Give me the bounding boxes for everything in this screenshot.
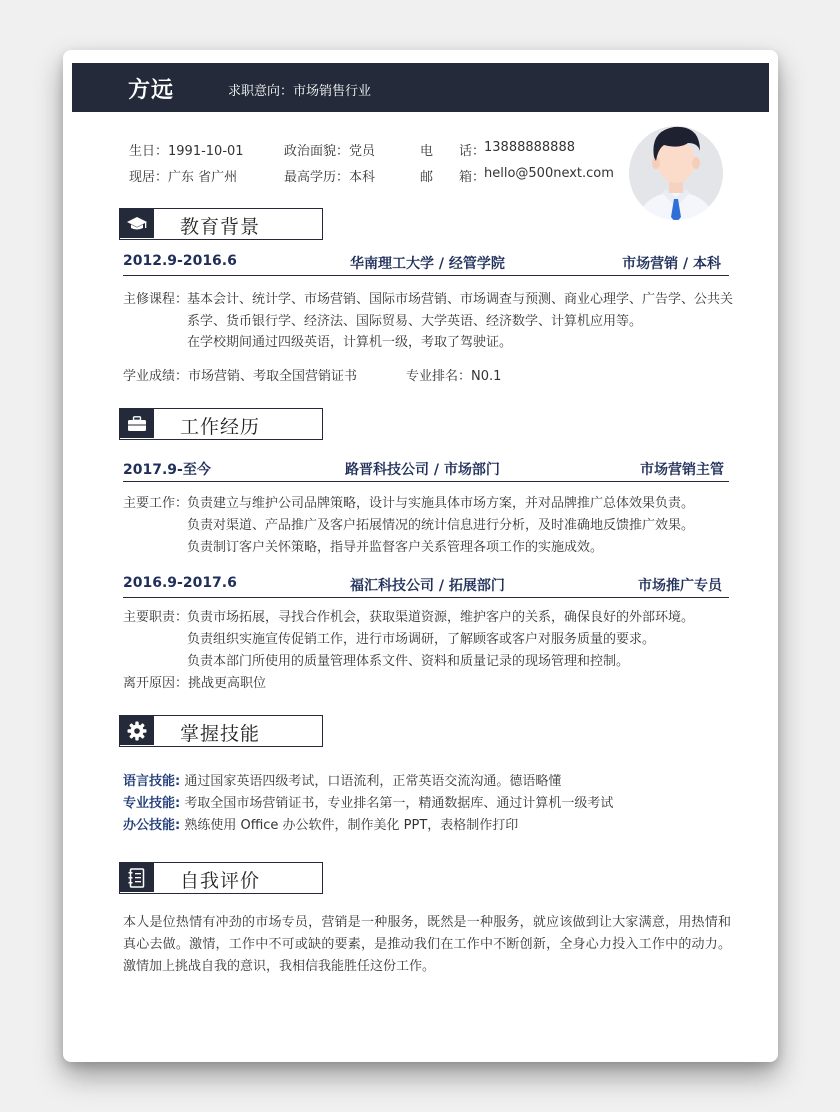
briefcase-icon	[127, 416, 147, 432]
work-2-line-2: 负责组织实施宣传促销工作，进行市场调研，了解顾客或客户对服务质量的要求。	[187, 632, 656, 647]
skill-office	[123, 814, 518, 833]
candidate-name: 方远	[128, 78, 175, 103]
avatar	[628, 121, 724, 225]
info-email-label: 邮 箱：	[420, 170, 486, 185]
education-school: 华南理工大学 / 经管学院	[350, 256, 505, 272]
work-1-row-header	[123, 458, 729, 482]
work-1-line-3: 负责制订客户关怀策略，指导并监督客户关系管理各项工作的实施成效。	[187, 540, 604, 555]
work-1-label: 主要工作：	[123, 496, 189, 511]
skill-language	[123, 770, 561, 789]
section-skills-title	[119, 715, 323, 747]
info-phone: 13888888888	[484, 140, 575, 155]
info-education: 最高学历：本科	[284, 170, 376, 185]
work-2-period: 2016.9-2017.6	[123, 575, 237, 591]
work-2-company: 福汇科技公司 / 拓展部门	[350, 578, 505, 594]
courses-line-1: 基本会计、统计学、市场营销、国际市场营销、市场调查与预测、商业心理学、广告学、公共关	[187, 292, 734, 307]
section-self-title	[119, 862, 323, 894]
skill-professional	[123, 792, 613, 811]
skill-professional-text: 考取全国市场营销证书，专业排名第一，精通数据库、通过计算机一级考试	[184, 796, 614, 811]
resume-header	[72, 63, 769, 112]
skill-language-label: 语言技能:	[123, 774, 181, 789]
courses-line-2: 系学、货币银行学、经济法、国际贸易、大学英语、经济数学、计算机应用等。	[187, 314, 643, 329]
work-1-company: 路晋科技公司 / 市场部门	[345, 462, 500, 478]
job-intent: 求职意向：市场销售行业	[228, 84, 372, 99]
work-1-period: 2017.9-至今	[123, 462, 211, 478]
work-2-line-1: 负责市场拓展，寻找合作机会，获取渠道资源，维护客户的关系，确保良好的外部环境。	[187, 610, 695, 625]
education-period: 2012.9-2016.6	[123, 253, 237, 269]
work-2-line-3: 负责本部门所使用的质量管理体系文件、资料和质量记录的现场管理和控制。	[187, 654, 630, 669]
work-2-title: 市场推广专员	[638, 578, 722, 594]
gear-icon	[127, 721, 147, 741]
info-phone-label: 电 话：	[420, 144, 486, 159]
work-2-leave-reason: 离开原因：挑战更高职位	[123, 676, 267, 691]
section-education-title	[119, 208, 323, 240]
section-work-title	[119, 408, 323, 440]
education-major: 市场营销 / 本科	[622, 256, 721, 272]
self-evaluation-text: 本人是位热情有冲劲的市场专员，营销是一种服务，既然是一种服务，就应该做到让大家满意，用热情和真心去做。激情，工作中不可或缺的要素，是推动我们在工作中不断创新，全身心力投入工作中的动力。激情加上挑战自我的意识，我相信我能胜任这份工作。	[123, 915, 731, 974]
courses-label: 主修课程：	[123, 292, 189, 307]
section-education-label: 教育背景	[180, 216, 261, 238]
info-residence: 现居：广东 省广州	[129, 170, 238, 185]
section-self-label: 自我评价	[180, 870, 261, 892]
graduation-cap-icon	[126, 215, 148, 233]
work-1-line-2: 负责对渠道、产品推广及客户拓展情况的统计信息进行分析，及时准确地反馈推广效果。	[187, 518, 695, 533]
info-email: hello@500next.com	[484, 166, 614, 181]
work-1-line-1: 负责建立与维护公司品牌策略，设计与实施具体市场方案，并对品牌推广总体效果负责。	[187, 496, 695, 511]
skill-professional-label: 专业技能:	[123, 796, 181, 811]
info-politics: 政治面貌：党员	[284, 144, 376, 159]
education-grades: 学业成绩：市场营销、考取全国营销证书	[123, 369, 358, 384]
section-skills-label: 掌握技能	[180, 723, 261, 745]
skill-office-label: 办公技能:	[123, 818, 181, 833]
education-rank: 专业排名：N0.1	[406, 369, 502, 384]
work-2-row-header	[123, 574, 729, 598]
work-1-title: 市场营销主管	[640, 462, 724, 478]
skill-office-text: 熟练使用 Office 办公软件，制作美化 PPT，表格制作打印	[184, 818, 519, 833]
work-2-label: 主要职责：	[123, 610, 189, 625]
courses-line-3: 在学校期间通过四级英语，计算机一级，考取了驾驶证。	[187, 335, 513, 350]
skill-language-text: 通过国家英语四级考试，口语流利，正常英语交流沟通。德语略懂	[184, 774, 562, 789]
notebook-icon	[128, 868, 146, 888]
info-birth: 生日：1991-10-01	[129, 144, 244, 159]
education-row-header	[123, 252, 729, 276]
section-work-label: 工作经历	[180, 416, 261, 438]
